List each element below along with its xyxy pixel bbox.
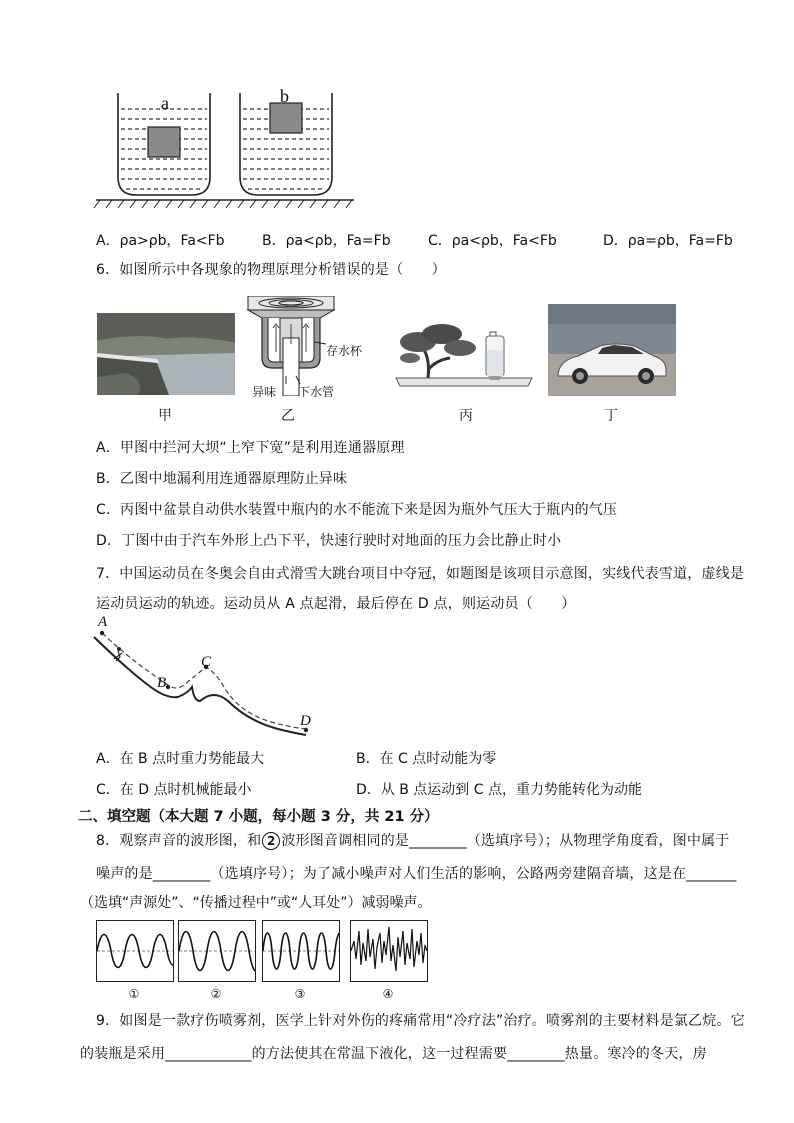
q8-line2[interactable]: 噪声的是________（选填序号）；为了减小噪声对人们生活的影响，公路两旁建隔音墙，这是在_______ [96,866,737,882]
waveform-label-4: ④ [382,987,394,1001]
q8-line1-part2[interactable]: 波形图音调相同的是________（选填序号）；从物理学角度看，图中属于 [281,833,730,849]
waveform-2 [178,920,256,982]
waveform-1 [96,920,174,982]
caption-bing: 丙 [459,408,473,424]
beaker-a-label: a [161,93,169,113]
q8-line1 [96,830,730,850]
waveform-label-2: ② [210,987,222,1001]
car-photo [548,304,676,396]
bonsai-water-supply-photo [390,320,540,398]
caption-ding: 丁 [604,408,618,424]
q9-line1: 9．如图是一款疗伤喷雾剂，医学上针对外伤的疼痛常用“冷疗法”治疗。喷雾剂的主要材料是氯乙烷。它 [96,1013,745,1029]
label-water-cup: 存水杯 [326,344,363,358]
waveform-4 [350,920,428,982]
q7-stem-line2: 运动员运动的轨迹。运动员从 A 点起滑，最后停在 D 点，则运动员（ ） [96,596,576,612]
point-d-label: D [300,713,311,729]
q5-option-c[interactable]: C．ρa<ρb，Fa<Fb [428,233,557,249]
circled-number-text: 2 [267,834,276,848]
q5-option-a[interactable]: A．ρa>ρb，Fa<Fb [96,233,225,249]
ski-jump-diagram [88,615,318,747]
waveform-label-3: ③ [294,987,306,1001]
dam-photo [97,313,235,395]
q7-option-d[interactable]: D．从 B 点运动到 C 点，重力势能转化为动能 [356,782,642,798]
label-drain-pipe: 下水管 [298,385,335,399]
q7-option-a[interactable]: A．在 B 点时重力势能最大 [96,751,265,767]
waveform-label-1: ① [128,987,140,1001]
block-b [270,103,302,133]
q7-option-b[interactable]: B．在 C 点时动能为零 [356,751,497,767]
q6-option-c[interactable]: C．丙图中盆景自动供水装置中瓶内的水不能流下来是因为瓶外气压大于瓶内的气压 [96,502,618,518]
point-a-label: A [98,614,108,630]
q6-option-b[interactable]: B．乙图中地漏利用连通器原理防止异味 [96,471,348,487]
point-b-label: B [157,675,167,691]
q6-option-d[interactable]: D．丁图中由于汽车外形上凸下平，快速行驶时对地面的压力会比静止时小 [96,533,562,549]
q6-option-a[interactable]: A．甲图中拦河大坝“上窄下宽”是利用连通器原理 [96,440,405,456]
waveform-3 [262,920,340,982]
q6-stem: 6．如图所示中各现象的物理原理分析错误的是（ ） [96,262,446,278]
q5-beaker-figure [90,85,360,215]
q7-stem-line1: 7．中国运动员在冬奥会自由式滑雪大跳台项目中夺冠，如题图是该项目示意图，实线代表雪道，虚线是 [96,566,745,582]
section-heading-fill-in: 二、填空题（本大题 7 小题，每小题 3 分，共 21 分） [78,809,439,825]
label-odor: 异味 [252,385,277,399]
circled-number-icon [262,832,280,850]
q8-line1-part1: 8．观察声音的波形图，和 [96,833,262,849]
block-a [148,127,180,157]
q5-option-b[interactable]: B．ρa<ρb，Fa=Fb [262,233,391,249]
q7-option-c[interactable]: C．在 D 点时机械能最小 [96,782,252,798]
beaker-b-label: b [280,86,289,106]
beaker-b [240,93,332,195]
point-c-label: C [201,654,212,670]
q5-option-d[interactable]: D．ρa=ρb，Fa=Fb [603,233,733,249]
q8-line3: （选填“声源处”、“传播过程中”或“人耳处”）减弱噪声。 [80,895,432,911]
caption-jia: 甲 [158,408,172,424]
q9-line2[interactable]: 的装瓶是采用____________的方法使其在常温下液化，这一过程需要________热量。寒冷的冬天，房 [80,1046,707,1062]
caption-yi: 乙 [281,408,295,424]
